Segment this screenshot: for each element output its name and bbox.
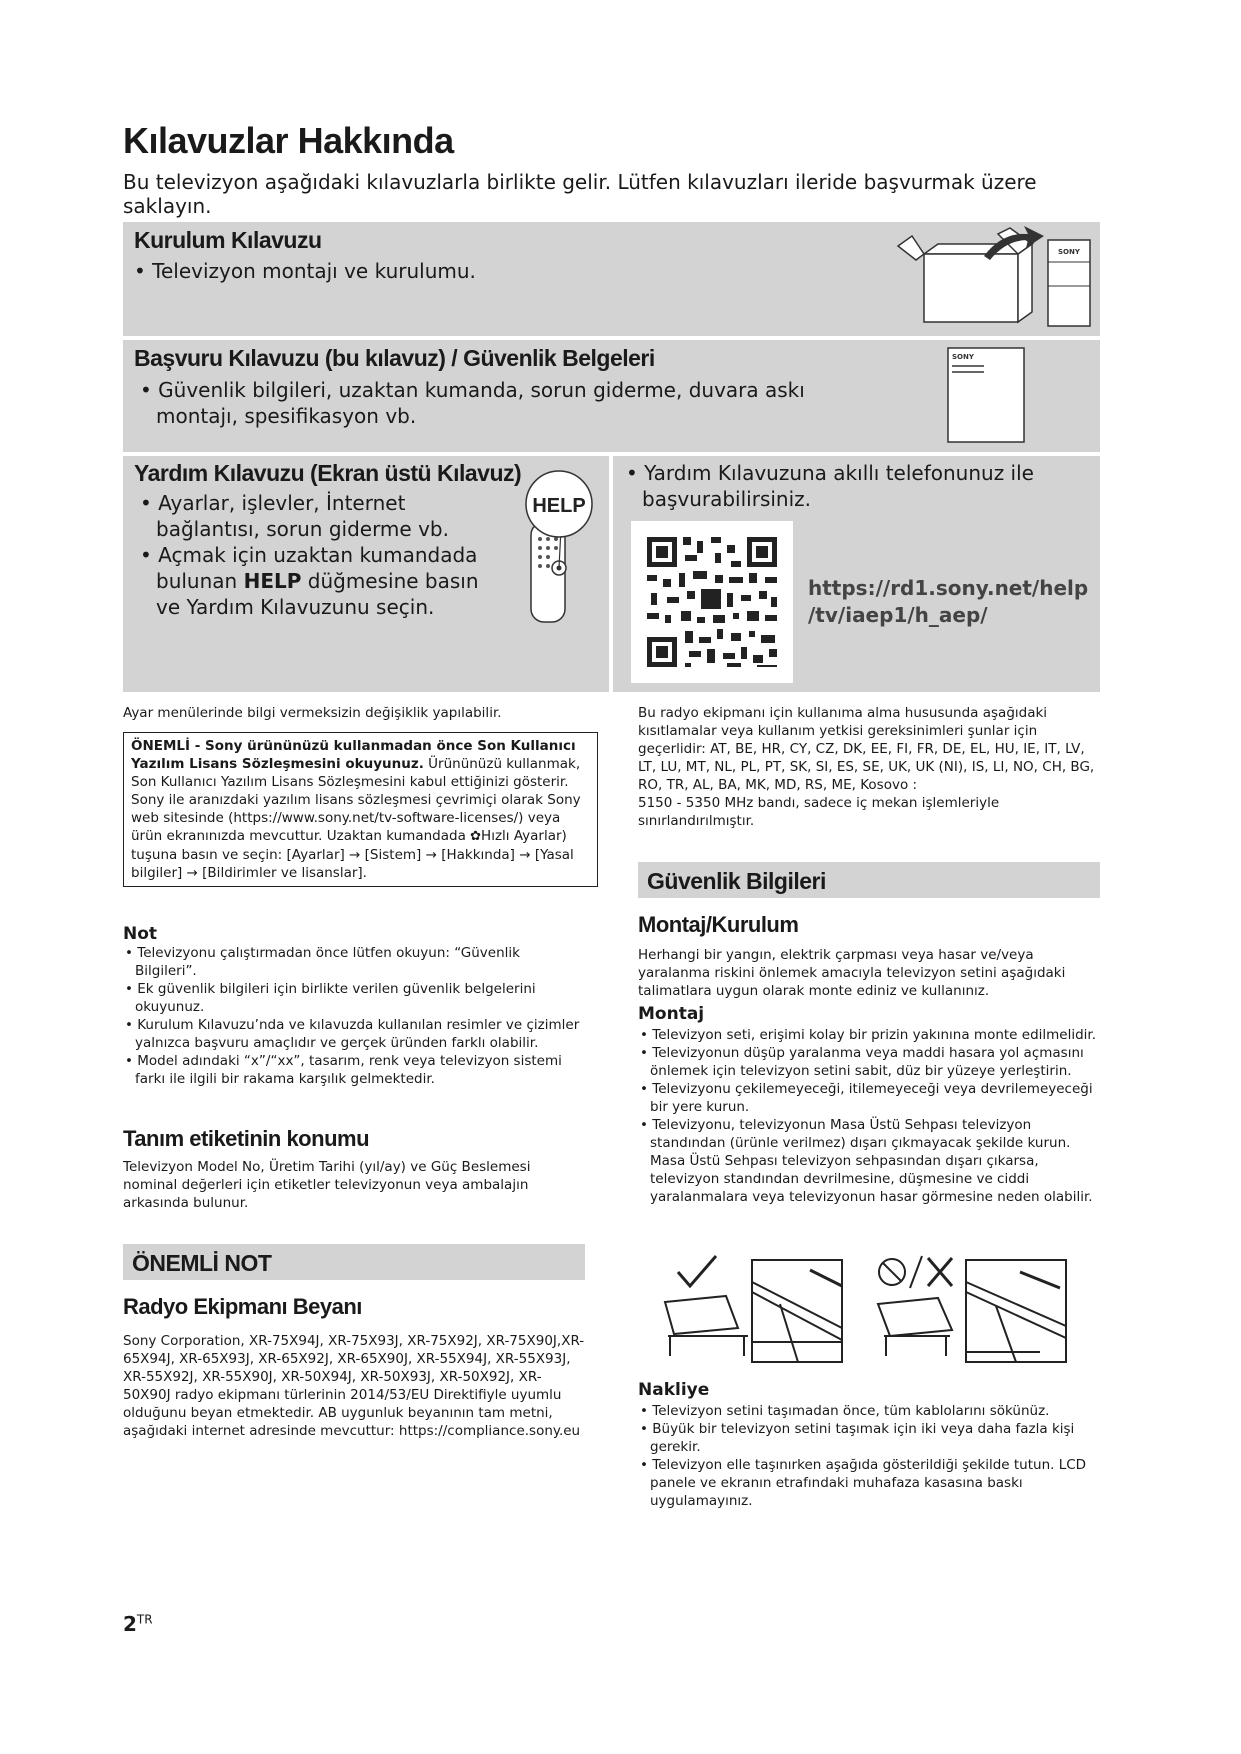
- help-url: [808, 575, 1088, 629]
- help-url-line2: /tv/iaep1/h_aep/: [808, 603, 988, 627]
- safety-info-title: Güvenlik Bilgileri: [647, 868, 826, 894]
- setup-brand-logo: SONY: [1058, 248, 1080, 256]
- check-icon: [678, 1256, 716, 1286]
- help-qr-box: [613, 456, 1100, 692]
- important-eula-text-2: Hızlı Ayarlar) tuşuna basın ve seçin: [Ayarlar] → [Sistem] → [Hakkında] → [Yasal bilgiler] → [Bildirimler ve lisanslar].: [131, 828, 574, 881]
- page-title: Kılavuzlar Hakkında: [123, 120, 454, 161]
- not-item: • Kurulum Kılavuzu’nda ve kılavuzda kullanılan resimler ve çizimler yalnızca başvuru amaçlıdır ve gerçek üründen farklı olabilir.: [125, 1017, 580, 1051]
- cross-icon: [928, 1258, 952, 1286]
- not-title: Not: [123, 924, 158, 944]
- setup-guide-box: [123, 222, 1100, 336]
- not-item: • Televizyonu çalıştırmadan önce lütfen okuyun: “Güvenlik Bilgileri”.: [125, 945, 520, 979]
- page-number-value: 2: [123, 1612, 137, 1636]
- montaj-item: • Televizyonu çekilemeyeceği, itilemeyeceği veya devrilemeyeceği bir yere kurun.: [640, 1081, 1093, 1115]
- reference-guide-box: [123, 340, 1100, 452]
- remote-help-illustration: [521, 464, 597, 624]
- not-item: • Model adındaki “x”/“xx”, tasarım, renk veya televizyon sistemi farkı ile ilgili bir rakama karşılık gelmektedir.: [125, 1053, 562, 1087]
- band-restriction-text: 5150 - 5350 MHz bandı, sadece iç mekan işlemleriyle sınırlandırılmıştır.: [638, 795, 1000, 829]
- help-guide-title: Yardım Kılavuzu (Ekran üstü Kılavuz): [134, 460, 522, 486]
- nakliye-item: • Televizyon setini taşımadan önce, tüm kablolarını sökünüz.: [640, 1403, 1050, 1419]
- important-eula-text: Ürününüzü kullanmak, Son Kullanıcı Yazılım Lisans Sözleşmesini kabul ettiğinizi gösterir. Sony ile aranızdaki yazılım lisans sözleşmesi çevrimiçi olarak Sony web sitesinde (https://www.sony.net/tv-software-licenses/) veya ürün ekranınızda mevcuttur. Uzaktan kumandada: [131, 756, 581, 844]
- menu-change-note: Ayar menülerinde bilgi vermeksizin değişiklik yapılabilir.: [123, 705, 502, 721]
- setup-guide-title: Kurulum Kılavuzu: [134, 227, 322, 253]
- stand-placement-illustration: [660, 1252, 1080, 1370]
- important-note-bar: [123, 1244, 585, 1280]
- important-note-title: ÖNEMLİ NOT: [132, 1250, 272, 1276]
- radio-declaration-title: Radyo Ekipmanı Beyanı: [123, 1294, 362, 1319]
- reference-brand-logo: SONY: [952, 353, 974, 361]
- help-button-label: HELP: [532, 495, 586, 517]
- help-guide-item-open: • Açmak için uzaktan kumandada bulunan HELP düğmesine basın ve Yardım Kılavuzunu seçin.: [140, 543, 479, 619]
- label-location-text: Televizyon Model No, Üretim Tarihi (yıl/ay) ve Güç Beslemesi nominal değerleri için etiketler televizyonun veya ambalajın arkasında bulunur.: [123, 1159, 531, 1211]
- safety-info-bar: [638, 862, 1100, 898]
- reference-guide-item: • Güvenlik bilgileri, uzaktan kumanda, sorun giderme, duvara askı montajı, spesifikasyon vb.: [140, 378, 805, 428]
- setup-guide-item: • Televizyon montajı ve kurulumu.: [134, 259, 476, 283]
- montaj-kurulum-title: Montaj/Kurulum: [638, 912, 799, 937]
- radio-declaration-text: Sony Corporation, XR-75X94J, XR-75X93J, XR-75X92J, XR-75X90J,XR-65X94J, XR-65X93J, XR-65X92J, XR-65X90J, XR-55X94J, XR-55X93J, XR-55X92J, XR-55X90J, XR-50X94J, XR-50X93J, XR-50X92J, XR-50X90J radyo ekipmanı türlerinin 2014/53/EU Direktifiyle uyumlu olduğunu beyan etmektedir. AB uygunluk beyanının tam metni, aşağıdaki internet adresinde mevcuttur: https://compliance.sony.eu: [123, 1333, 585, 1439]
- montaj-list: [638, 1026, 1100, 1206]
- reference-manual-illustration: [946, 346, 1028, 446]
- reference-guide-title: Başvuru Kılavuzu (bu kılavuz) / Güvenlik Belgeleri: [134, 345, 655, 371]
- nakliye-title: Nakliye: [638, 1380, 710, 1400]
- box-and-manual-illustration: [898, 228, 1093, 332]
- nakliye-list: [638, 1402, 1100, 1510]
- quick-settings-icon: ✿: [470, 829, 482, 844]
- intro-text: Bu televizyon aşağıdaki kılavuzlarla birlikte gelir. Lütfen kılavuzları ileride başvurmak üzere saklayın.: [123, 170, 1037, 218]
- smartphone-help-text: • Yardım Kılavuzuna akıllı telefonunuz ile başvurabilirsiniz.: [626, 461, 1034, 511]
- qr-code-graphic: [631, 521, 793, 683]
- label-location-title: Tanım etiketinin konumu: [123, 1126, 370, 1151]
- page-number: [123, 1612, 153, 1636]
- important-eula-box: [123, 732, 598, 887]
- nakliye-item: • Televizyon elle taşınırken aşağıda gösterildiği şekilde tutun. LCD panele ve ekranın etrafındaki muhafaza kasasına baskı uygulamayınız.: [640, 1457, 1087, 1509]
- help-url-line1: https://rd1.sony.net/help: [808, 576, 1089, 600]
- not-item: • Ek güvenlik bilgileri için birlikte verilen güvenlik belgelerini okuyunuz.: [125, 981, 536, 1015]
- montaj-item: • Televizyonu, televizyonun Masa Üstü Sehpası televizyon standından (ürünle verilmez) dışarı çıkmayacak şekilde kurun. Masa Üstü Sehpası televizyon sehpasından dışarı çıkarsa, televizyon standından devrilmesine, düşmesine ve ciddi yaralanmalara veya televizyonun hasar görmesine neden olabilir.: [640, 1117, 1093, 1205]
- help-guide-item-features: • Ayarlar, işlevler, İnternet bağlantısı, sorun giderme vb.: [140, 491, 449, 541]
- radio-restriction-text: Bu radyo ekipmanı için kullanıma alma hususunda aşağıdaki kısıtlamalar veya kullanım yetkisi gereksinimleri şunlar için geçerlidir: AT, BE, HR, CY, CZ, DK, EE, FI, FR, DE, EL, HU, IE, IT, LV, LT, LU, MT, NL, PL, PT, SK, SI, ES, SE, UK, UK (NI), IS, LI, NO, CH, BG, RO, TR, AL, BA, MK, MD, RS, ME, Kosovo :: [638, 705, 1095, 793]
- help-qr-code: [631, 521, 793, 683]
- montaj-item: • Televizyonun düşüp yaralanma veya maddi hasara yol açmasını önlemek için televizyon setini sabit, düz bir yüzeye yerleştirin.: [640, 1045, 1084, 1079]
- montaj-title: Montaj: [638, 1004, 705, 1024]
- nakliye-item: • Büyük bir televizyon setini taşımak için iki veya daha fazla kişi gerekir.: [640, 1421, 1075, 1455]
- important-eula-bold: ÖNEMLİ - Sony ürününüzü kullanmadan önce Son Kullanıcı Yazılım Lisans Sözleşmesini okuyunuz.: [131, 738, 576, 772]
- montaj-item: • Televizyon seti, erişimi kolay bir prizin yakınına monte edilmelidir.: [640, 1027, 1097, 1043]
- page-number-suffix: TR: [136, 1612, 153, 1627]
- help-guide-box: [123, 456, 609, 692]
- montaj-kurulum-text: Herhangi bir yangın, elektrik çarpması veya hasar ve/veya yaralanma riskini önlemek amacıyla televizyon setini aşağıdaki talimatlara uygun olarak monte ediniz ve kullanınız.: [638, 947, 1066, 999]
- not-list: [123, 944, 585, 1088]
